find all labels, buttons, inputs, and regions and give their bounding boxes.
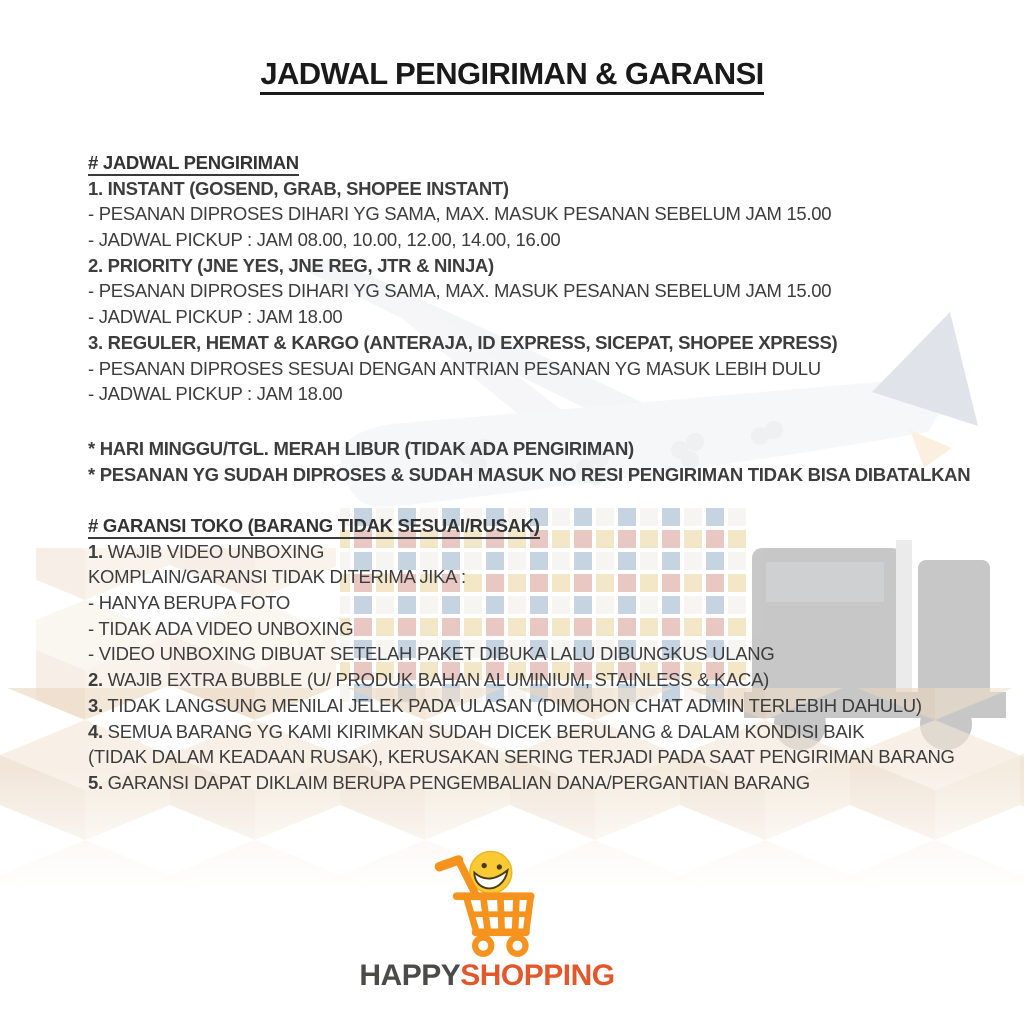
warranty-section [88, 513, 955, 796]
shopping-cart-icon [428, 841, 546, 959]
warranty-line: - VIDEO UNBOXING DIBUAT SETELAH PAKET DIBUKA LALU DIBUNGKUS ULANG [88, 643, 775, 665]
shipping-heading: # JADWAL PENGIRIMAN [88, 150, 837, 176]
logo-text-happy: HAPPY [359, 959, 461, 992]
warranty-line: KOMPLAIN/GARANSI TIDAK DITERIMA JIKA : [88, 566, 466, 588]
shipping-detail: - JADWAL PICKUP : JAM 08.00, 10.00, 12.00, 14.00, 16.00 [88, 229, 561, 251]
warranty-line: 3. TIDAK LANGSUNG MENILAI JELEK PADA ULASAN (DIMOHON CHAT ADMIN TERLEBIH DAHULU) [88, 694, 922, 716]
shipping-group-title: 3. REGULER, HEMAT & KARGO (ANTERAJA, ID EXPRESS, SICEPAT, SHOPEE XPRESS) [88, 331, 838, 353]
warranty-line: - HANYA BERUPA FOTO [88, 592, 290, 614]
warranty-line: (TIDAK DALAM KEADAAN RUSAK), KERUSAKAN SERING TERJADI PADA SAAT PENGIRIMAN BARANG [88, 746, 955, 768]
shipping-detail: - PESANAN DIPROSES DIHARI YG SAMA, MAX. MASUK PESANAN SEBELUM JAM 15.00 [88, 203, 832, 225]
warranty-line: - TIDAK ADA VIDEO UNBOXING [88, 617, 354, 639]
warranty-line: 4. SEMUA BARANG YG KAMI KIRIMKAN SUDAH DICEK BERULANG & DALAM KONDISI BAIK [88, 720, 865, 742]
shipping-group-title: 1. INSTANT (GOSEND, GRAB, SHOPEE INSTANT) [88, 177, 509, 199]
logo-text-shopping: SHOPPING [460, 959, 615, 992]
note-line: * PESANAN YG SUDAH DIPROSES & SUDAH MASUK NO RESI PENGIRIMAN TIDAK BISA DIBATALKAN [88, 463, 971, 485]
note-line: * HARI MINGGU/TGL. MERAH LIBUR (TIDAK ADA PENGIRIMAN) [88, 438, 634, 459]
shipping-group-title: 2. PRIORITY (JNE YES, JNE REG, JTR & NINJA) [88, 254, 494, 276]
brand-logo [357, 841, 617, 993]
shipping-detail: - PESANAN DIPROSES SESUAI DENGAN ANTRIAN PESANAN YG MASUK LEBIH DULU [88, 357, 821, 379]
warranty-line: 1. WAJIB VIDEO UNBOXING [88, 540, 325, 562]
page-title: JADWAL PENGIRIMAN & GARANSI [0, 56, 1024, 92]
shipping-notes [88, 436, 970, 487]
shipping-section [88, 150, 837, 407]
shipping-detail: - PESANAN DIPROSES DIHARI YG SAMA, MAX. MASUK PESANAN SEBELUM JAM 15.00 [88, 280, 832, 302]
warranty-heading: # GARANSI TOKO (BARANG TIDAK SESUAI/RUSAK) [88, 513, 955, 539]
shipping-detail: - JADWAL PICKUP : JAM 18.00 [88, 306, 343, 328]
warranty-line: 5. GARANSI DAPAT DIKLAIM BERUPA PENGEMBALIAN DANA/PERGANTIAN BARANG [88, 771, 810, 793]
shipping-detail: - JADWAL PICKUP : JAM 18.00 [88, 383, 343, 405]
logo-wordmark [357, 959, 617, 993]
warranty-line: 2. WAJIB EXTRA BUBBLE (U/ PRODUK BAHAN ALUMINIUM, STAINLESS & KACA) [88, 669, 770, 691]
